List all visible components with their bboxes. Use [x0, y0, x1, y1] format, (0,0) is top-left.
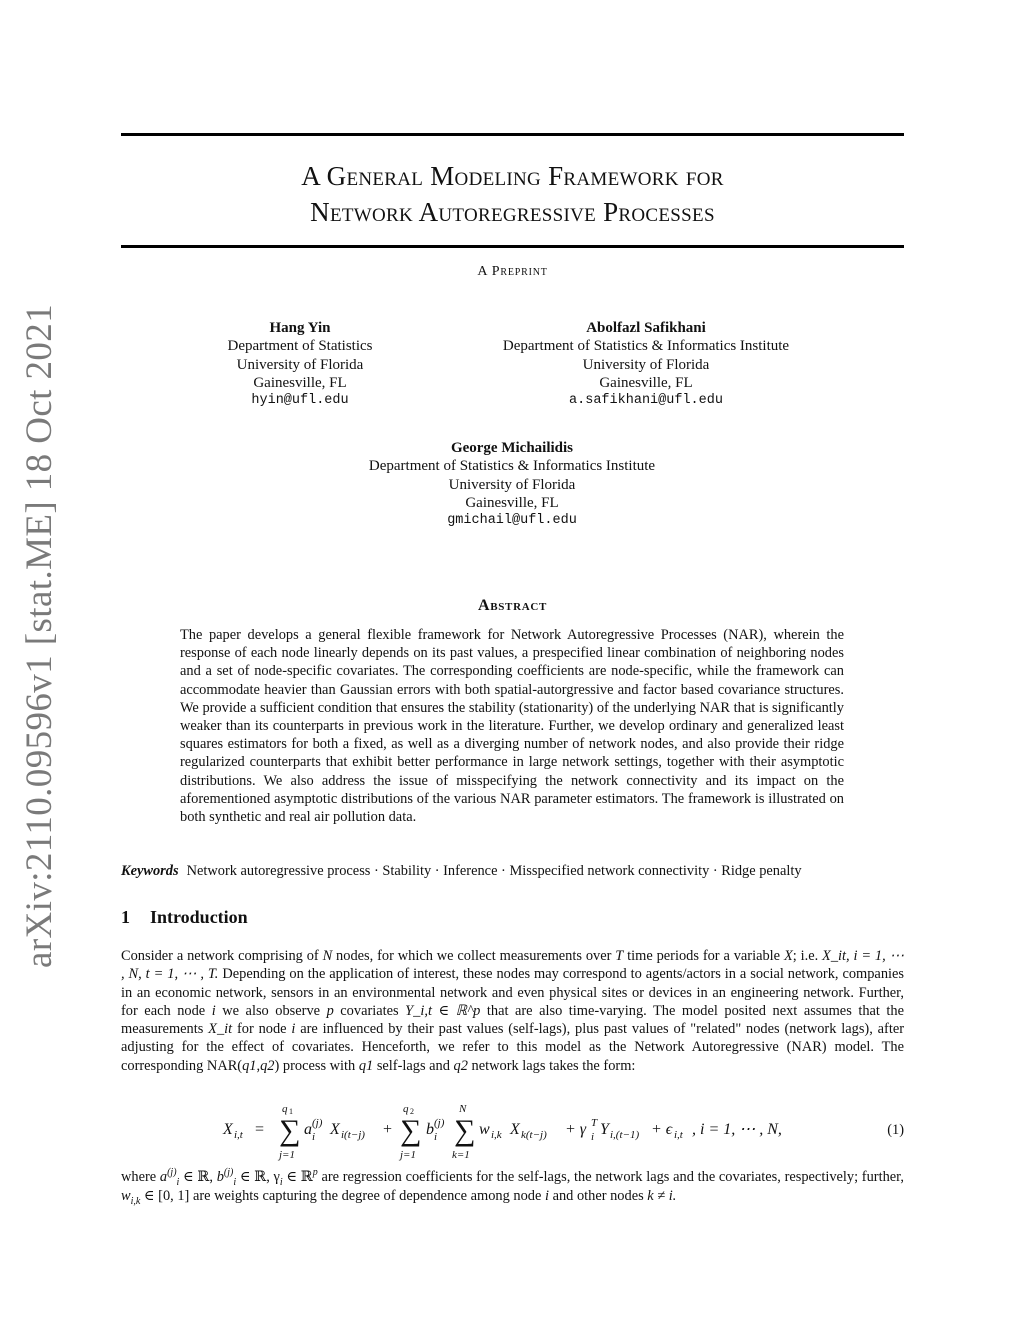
text-fragment: time periods for a variable — [623, 948, 784, 964]
text-fragment: ∈ [0, 1] are weights capturing the degree of dependence among node — [140, 1187, 545, 1204]
arxiv-identifier: arXiv:2110.09596v1 [stat.ME] 18 Oct 2021 — [19, 303, 60, 968]
author-block — [470, 319, 822, 410]
text-fragment: i — [279, 1176, 283, 1188]
eq-a: a — [304, 1121, 312, 1138]
text-fragment: p — [326, 1002, 334, 1019]
equation-1 — [121, 1102, 904, 1160]
eq-b-sup: (j) — [434, 1117, 445, 1129]
text-fragment: N — [322, 948, 333, 964]
author-email[interactable]: a.safikhani@ufl.edu — [569, 393, 723, 409]
eq-plus: + — [383, 1121, 393, 1138]
text-fragment: X_it — [208, 1021, 233, 1038]
eq-lhs-sub: i,t — [234, 1129, 243, 1141]
eq-x2: X — [510, 1121, 520, 1138]
text-fragment: (j) — [167, 1167, 177, 1179]
text-fragment: q1 — [242, 1057, 257, 1074]
author-institution: University of Florida — [448, 476, 576, 493]
equation-graphic — [121, 1102, 881, 1160]
text-fragment: i — [291, 1021, 296, 1038]
author-location: Gainesville, FL — [465, 494, 559, 511]
title-line-1: A General Modeling Framework for — [301, 161, 724, 191]
sum-1-bottom: j=1 — [279, 1149, 295, 1161]
title-bottom-rule — [121, 245, 904, 248]
text-fragment: ; i.e. — [792, 948, 823, 964]
author-affiliation: Department of Statistics & Informatics Institute — [502, 338, 790, 355]
paper-title — [121, 158, 904, 230]
text-fragment: are regression coefficients for the self-lags, the network lags and the covariates, respectively; further, — [317, 1169, 904, 1185]
text-fragment: i — [176, 1176, 180, 1188]
eq-gamma-sup: T — [591, 1117, 598, 1129]
title-line-2: Network Autoregressive Processes — [310, 197, 715, 227]
text-fragment: network lags takes the form: — [467, 1057, 636, 1074]
text-fragment: we also observe — [215, 1002, 327, 1019]
eq-lhs: X — [223, 1121, 233, 1138]
preprint-label: A Preprint — [477, 264, 548, 279]
author-location: Gainesville, FL — [599, 374, 693, 391]
sum-2-top: q — [403, 1103, 409, 1115]
eq-equals: = — [255, 1121, 265, 1138]
author-name: George Michailidis — [450, 440, 574, 456]
author-name: Abolfazl Safikhani — [586, 320, 706, 336]
keywords-label: Keywords — [121, 863, 179, 879]
sum-3-top: N — [459, 1103, 467, 1115]
text-fragment: are influenced by their past values (self-lags), plus past values of "related" nodes (network lags), after adjusting for the effect of covariates. Henceforth, we refer to this model as the Network Autoregressive (NAR) model. The corresponding NAR( — [121, 1021, 904, 1074]
eq-b-sub: i — [434, 1131, 438, 1143]
author-block — [190, 319, 410, 410]
text-fragment: p — [312, 1167, 318, 1179]
author-email[interactable]: gmichail@ufl.edu — [447, 513, 577, 529]
eq-w-sub: i,k — [491, 1129, 502, 1141]
text-fragment: covariates — [333, 1002, 406, 1019]
eq-y-sub: i,(t−1) — [610, 1129, 640, 1141]
eq-eps: + ϵ — [651, 1121, 673, 1138]
eq-w: w — [479, 1121, 490, 1138]
text-fragment: nodes, for which we collect measurements over — [332, 948, 616, 964]
sum-1-top-sub: 1 — [289, 1107, 293, 1116]
abstract-heading: Abstract — [477, 597, 548, 614]
text-fragment: b — [216, 1169, 224, 1185]
text-fragment: q1 — [358, 1057, 374, 1074]
text-fragment: Depending on the application of interest, these nodes may correspond to agents/actors in a social network, companies in an economic network, sensors in an environmental network and even physical sites or devices in an engineering network. Further, for each node — [121, 966, 904, 1019]
author-name: Hang Yin — [269, 320, 331, 336]
eq-eps-sub: i,t — [674, 1129, 683, 1141]
text-fragment: T — [615, 948, 624, 964]
text-fragment: , — [256, 1057, 261, 1074]
section-heading — [121, 907, 248, 928]
title-top-rule — [121, 133, 904, 136]
eq-range: , i = 1, ⋯ , N, — [692, 1121, 782, 1138]
equation-number: (1) — [887, 1122, 904, 1138]
text-fragment: Y_i,t ∈ ℝ^p — [405, 1002, 481, 1019]
text-fragment: X_it, i = 1, ⋯ , N, t = 1, ⋯ , T. — [121, 948, 904, 983]
keywords — [121, 863, 904, 880]
text-fragment: ∈ ℝ, γ — [236, 1169, 280, 1185]
text-fragment: where — [121, 1169, 160, 1185]
eq-a-sub: i — [312, 1131, 316, 1143]
eq-a-sup: (j) — [312, 1117, 323, 1129]
intro-paragraph — [121, 947, 904, 1075]
eq-x2-sub: k(t−j) — [521, 1129, 547, 1141]
text-fragment: (j) — [223, 1167, 234, 1179]
text-fragment: Consider a network comprising of — [121, 948, 323, 964]
sum-2-bottom: j=1 — [400, 1149, 416, 1161]
text-fragment: ∈ ℝ — [282, 1169, 313, 1185]
sum-3-bottom: k=1 — [452, 1149, 470, 1161]
text-fragment: self-lags and — [373, 1057, 454, 1074]
text-fragment: w — [121, 1187, 131, 1204]
author-affiliation: Department of Statistics & Informatics Institute — [368, 458, 656, 475]
section-number: 1 — [121, 907, 130, 927]
author-location: Gainesville, FL — [253, 374, 347, 391]
sum-2-top-sub: 2 — [410, 1107, 414, 1116]
text-fragment: k ≠ i. — [647, 1187, 677, 1204]
text-fragment: q2 — [453, 1057, 468, 1074]
text-fragment: X — [783, 948, 793, 964]
eq-x1-sub: i(t−j) — [341, 1129, 365, 1141]
text-fragment: that are also time-varying. The model posited next assumes that the measurements — [121, 1002, 905, 1038]
eq-b: b — [426, 1121, 434, 1138]
author-institution: University of Florida — [582, 356, 710, 373]
text-fragment: q2 — [260, 1057, 275, 1074]
text-fragment: i,k — [130, 1195, 141, 1207]
text-fragment: ) process with — [274, 1057, 359, 1074]
keywords-list: Network autoregressive process · Stability · Inference · Misspecified network connectivity · Ridge penalty — [186, 863, 802, 879]
abstract-text: The paper develops a general flexible framework for Network Autoregressive Processes (NAR), wherein the response of each node linearly depends on its past values, a prespecified linear combination of neighboring nodes and a set of node-specific covariates. The corresponding coefficients are node-specific, while the framework can accommodate heavier than Gaussian errors with both spatial-autorgressive and factor based covariance structures. We provide a sufficient condition that ensures the stability (stationarity) of the underlying NAR that is significantly weaker than its counterparts in previous work in the literature. Further, we develop ordinary and generalized least squares estimators for both a fixed, as well as a diverging number of network nodes, and also provide their ridge regularized counterparts that exhibit better performance in large network settings, together with their asymptotic distributions. We also address the issue of misspecifying the network connectivity and its impact on the aforementioned asymptotic distributions of the various NAR parameter estimators. The framework is illustrated on both synthetic and real air pollution data. — [180, 627, 844, 826]
author-affiliation: Department of Statistics — [227, 338, 373, 355]
text-fragment: a — [159, 1169, 168, 1185]
text-fragment: i — [233, 1176, 237, 1188]
eq-y: Y — [600, 1121, 609, 1138]
eq-gamma: + γ — [565, 1121, 587, 1138]
sum-2: ∑ — [400, 1114, 422, 1147]
section-title: Introduction — [150, 907, 248, 927]
author-email[interactable]: hyin@ufl.edu — [251, 393, 349, 409]
sum-3: ∑ — [454, 1114, 476, 1147]
text-fragment: i — [211, 1002, 216, 1019]
author-block — [330, 439, 694, 530]
eq-x1: X — [330, 1121, 340, 1138]
text-fragment: for node — [232, 1021, 292, 1038]
author-institution: University of Florida — [236, 356, 364, 373]
eq-gamma-sub: i — [591, 1131, 595, 1143]
text-fragment: i — [544, 1187, 549, 1204]
text-fragment: and other nodes — [548, 1187, 648, 1204]
paragraph-after-equation — [121, 1168, 904, 1205]
sum-1: ∑ — [279, 1114, 301, 1147]
text-fragment: ∈ ℝ, — [179, 1169, 217, 1185]
sum-1-top: q — [282, 1103, 288, 1115]
